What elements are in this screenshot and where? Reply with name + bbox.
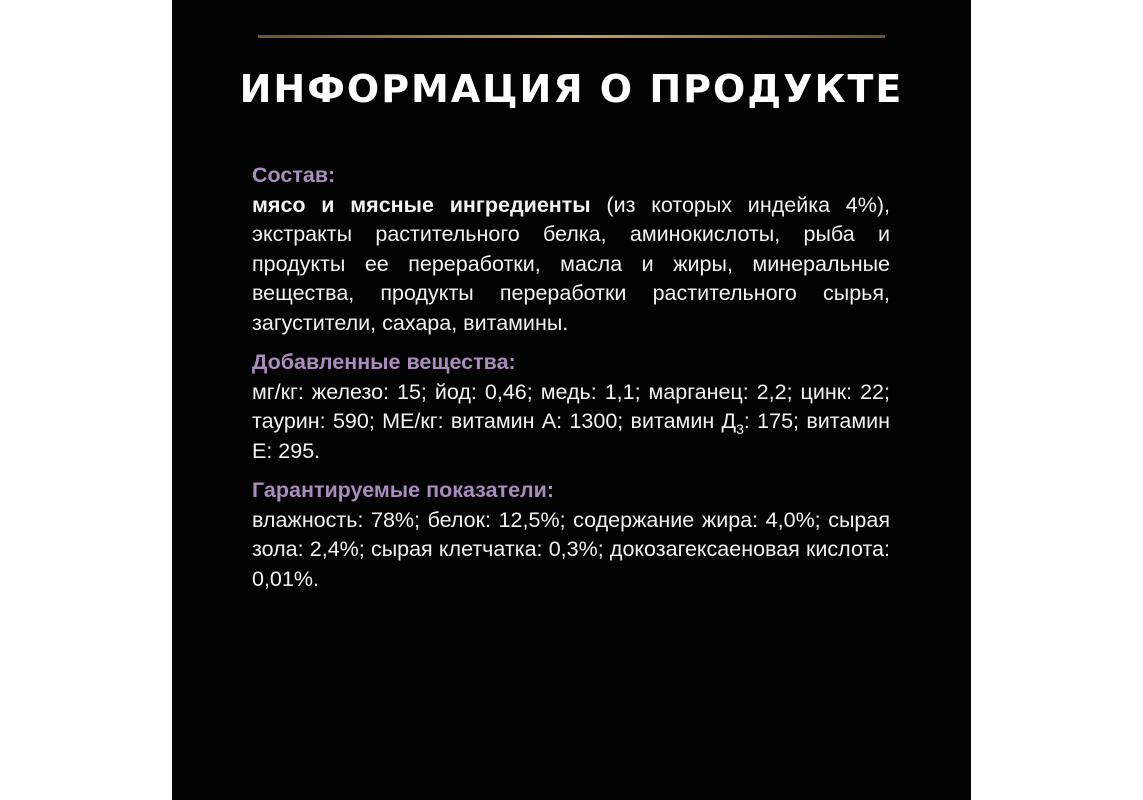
info-content (252, 161, 890, 604)
additives-body-end: : 175; витамин Е: 295. (252, 409, 890, 463)
composition-section (252, 161, 890, 338)
composition-body: (из которых индейка 4%), экстракты растительного белка, аминокислоты, рыба и продукты ее переработки, масла и жиры, минеральные вещества, продукты переработки растительного сырья, загустители, сахара, витамины. (252, 192, 890, 335)
guaranteed-heading: Гарантируемые показатели: (252, 478, 555, 502)
additives-section (252, 348, 890, 466)
composition-bold-lead: мясо и мясные ингредиенты (252, 192, 591, 217)
additives-body-start: мг/кг: железо: 15; йод: 0,46; медь: 1,1; марганец: 2,2; цинк: 22; таурин: 590; МЕ/кг: витамин А: 1300; витамин Д (252, 379, 890, 433)
product-info-panel (172, 0, 971, 800)
additives-text (252, 378, 890, 467)
gold-divider (258, 35, 885, 38)
vitamin-d-subscript: 3 (736, 421, 744, 437)
additives-heading: Добавленные вещества: (252, 350, 516, 374)
guaranteed-section (252, 476, 890, 594)
composition-heading: Состав: (252, 163, 336, 187)
page-title: ИНФОРМАЦИЯ О ПРОДУКТЕ (239, 67, 904, 111)
guaranteed-text: влажность: 78%; белок: 12,5%; содержание жира: 4,0%; сырая зола: 2,4%; сырая клетчатка: 0,3%; докозагексаеновая кислота: 0,01%. (252, 507, 890, 591)
composition-text (252, 191, 890, 339)
